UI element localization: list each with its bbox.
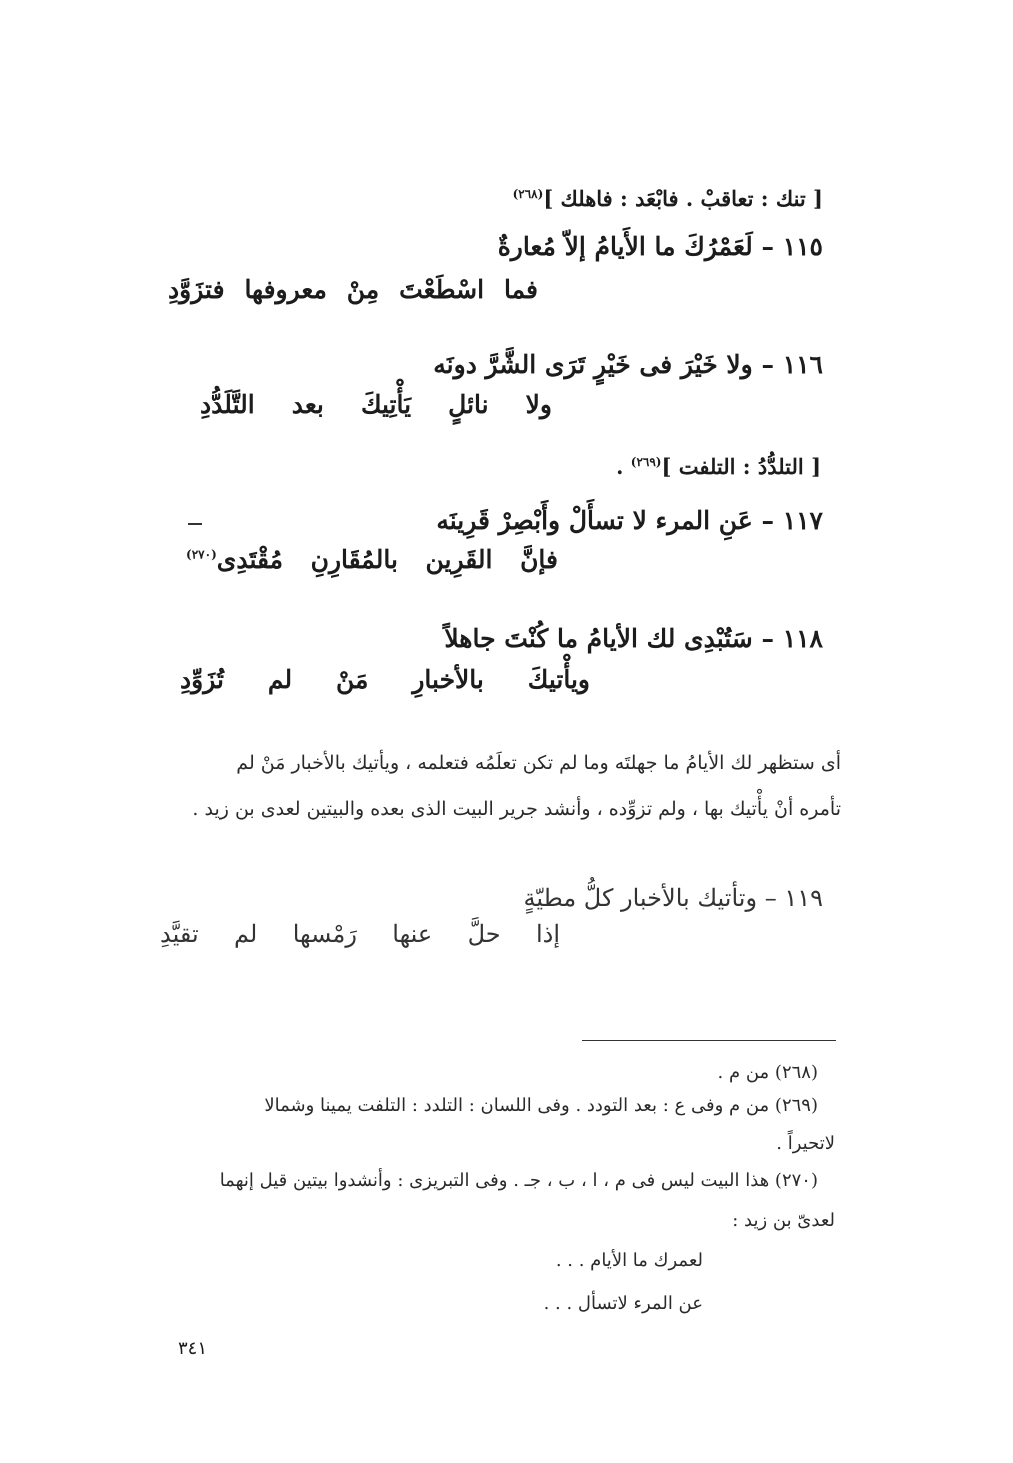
verse-115-first — [498, 232, 823, 261]
verse-116-first — [433, 350, 823, 379]
commentary-line-2: تأمره أنْ يأْتيك بها ، ولم تزوِّده ، وأنشد جرير البيت الذى بعده والبيتين لعدى بن زيد . — [192, 798, 841, 820]
word: بالأخبارِ — [412, 665, 484, 694]
word: تُزَوِّدِ — [180, 665, 224, 694]
verse-117-second — [186, 545, 558, 574]
verse-number: ١١٨ – — [761, 624, 823, 653]
hemistich-first: سَتُبْدِى لك الأيامُ ما كُنْتَ جاهلاً — [444, 624, 753, 653]
word-text: فإنَّ — [520, 545, 558, 574]
verse-number: ١١٦ – — [761, 350, 823, 379]
commentary-line-1: أى ستظهر لك الأيامُ ما جهلتَه وما لم تكن تعلَمُه فتعلمه ، ويأتيك بالأخبار مَنْ لم — [236, 752, 841, 774]
word: تقيَّدِ — [160, 920, 199, 948]
gloss-268 — [513, 186, 823, 211]
hemistich-first: عَنِ المرء لا تسأَلْ وأَبْصِرْ قَرِينَه — [436, 506, 753, 535]
quoted-verse-1: لعمرك ما الأيام . . . — [555, 1250, 703, 1271]
word: اسْطَعْتَ — [399, 275, 485, 304]
word: نائلٍ — [448, 390, 489, 419]
verse-118-second — [180, 665, 590, 694]
footnote-ref-268: (٢٦٨) — [512, 187, 544, 201]
word: فما — [503, 275, 538, 304]
gloss-269-end: . — [616, 454, 624, 479]
word — [186, 545, 283, 574]
hemistich-first: ولا خَيْرَ فى خَيْرٍ تَرَى الشَّرَّ دونَه — [433, 350, 753, 379]
tatweel-mark — [188, 523, 202, 525]
word: ولا — [525, 390, 552, 419]
word: بعد — [291, 390, 324, 419]
word-text: مُقْتَدِى — [216, 545, 284, 574]
verse-number: ١١٩ – — [764, 884, 823, 912]
verse-117-first — [436, 506, 823, 535]
gloss-269-text: [ التلدُّدُ : التلفت ] — [661, 454, 821, 479]
word: لم — [234, 920, 258, 948]
word: لم — [267, 665, 293, 694]
gloss-269 — [616, 454, 821, 479]
word: معروفها — [244, 275, 327, 304]
word: بالمُقَارِنِ — [310, 545, 398, 574]
verse-119-second — [160, 920, 560, 948]
footnote-269: (٢٦٩) من م وفى ع : بعد التودد . وفى اللسان : التلدد : التلفت يمينا وشمالا — [264, 1095, 818, 1116]
verse-119-first — [524, 884, 823, 912]
verse-number: ١١٥ – — [761, 232, 823, 261]
word: إذا — [535, 920, 560, 948]
footnote-divider — [582, 1040, 836, 1041]
word: رَمْسها — [292, 920, 357, 948]
verse-115-second — [168, 275, 538, 304]
word: مِنْ — [346, 275, 380, 304]
verse-118-first — [444, 624, 823, 653]
word — [520, 545, 558, 574]
verse-number: ١١٧ – — [761, 506, 823, 535]
gloss-268-text: [ تنك : تعاقبْ . فابْعَد : فاهلك ] — [543, 186, 823, 211]
hemistich-first: لَعَمْرُكَ ما الأَيامُ إلاّ مُعارةٌ — [497, 232, 753, 261]
word: حلَّ — [467, 920, 501, 948]
hemistich-first: وتأتيك بالأخبار كلُّ مطيّةٍ — [523, 884, 758, 912]
footnote-270: (٢٧٠) هذا البيت ليس فى م ، ا ، ب ، جـ . وفى التبريزى : وأنشدوا بيتين قيل إنهما — [219, 1170, 818, 1191]
word: فتزَوَّدِ — [168, 275, 225, 304]
word: القَرِين — [425, 545, 493, 574]
quoted-verse-2: عن المرء لاتسأل . . . — [543, 1293, 703, 1314]
word: مَنْ — [336, 665, 369, 694]
footnote-269-continued: لاتحيراً . — [776, 1133, 835, 1154]
footnote-ref-269: (٢٦٩) — [630, 455, 662, 469]
footnote-ref-270: (٢٧٠) — [186, 547, 217, 562]
word: عنها — [392, 920, 433, 948]
word: ويأْتيكَ — [527, 665, 590, 694]
footnote-268: (٢٦٨) من م . — [717, 1062, 818, 1083]
footnote-270-continued: لعدىّ بن زيد : — [732, 1210, 835, 1231]
word: التَّلَدُّدِ — [200, 390, 255, 419]
word: يَأْتِيكَ — [360, 390, 412, 419]
page-number: ٣٤١ — [178, 1338, 208, 1359]
verse-116-second — [200, 390, 552, 419]
